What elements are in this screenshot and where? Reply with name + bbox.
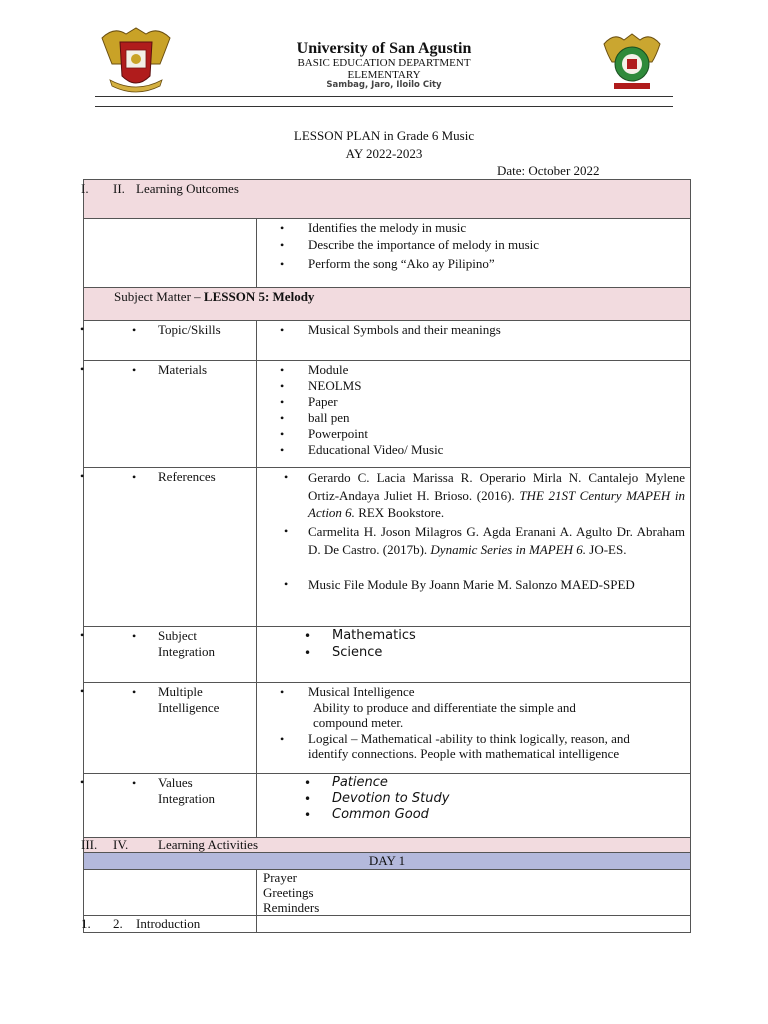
material-item: • Module bbox=[280, 362, 349, 377]
outcome-item: • Identifies the melody in music bbox=[280, 220, 467, 235]
university-name: University of San Agustin bbox=[296, 40, 472, 57]
values-integration-label-line2: Integration bbox=[158, 791, 216, 806]
materials-row bbox=[80, 361, 691, 468]
multiple-intelligence-label-line2: Intelligence bbox=[158, 700, 220, 715]
academic-year: AY 2022-2023 bbox=[345, 146, 423, 161]
intro-subnumber: 2. bbox=[113, 916, 123, 931]
learning-activities-header-row bbox=[83, 838, 691, 853]
preliminaries-row bbox=[83, 870, 691, 916]
lesson-date: Date: October 2022 bbox=[497, 163, 600, 178]
learning-outcomes-heading: Learning Outcomes bbox=[136, 181, 239, 196]
intelligence-item: • Logical – Mathematical -ability to think logically, reason, and bbox=[280, 731, 630, 746]
level-name: ELEMENTARY bbox=[347, 69, 421, 81]
topic-skills-row bbox=[80, 321, 691, 361]
reference-item-3: Music File Module By Joann Marie M. Salonzo MAED-SPED bbox=[308, 577, 635, 592]
learning-outcomes-row bbox=[83, 219, 691, 288]
header-rule-bottom bbox=[95, 106, 673, 107]
day-1-heading: DAY 1 bbox=[368, 853, 406, 868]
integration-item: • Science bbox=[304, 645, 383, 660]
address: Sambag, Jaro, Iloilo City bbox=[326, 80, 442, 90]
value-item: • Patience bbox=[304, 775, 388, 790]
row-bullet: • bbox=[80, 628, 85, 642]
references-row bbox=[80, 468, 691, 627]
value-item: • Devotion to Study bbox=[304, 791, 450, 806]
reference-bullet: • bbox=[284, 470, 289, 484]
row-bullet: • bbox=[80, 469, 85, 483]
reference-item-2: Carmelita H. Joson Milagros G. Agda Eranani A. Agulto Dr. Abraham D. De Castro. (2017b). Dynamic Series in MAPEH 6. JO-ES. bbox=[308, 524, 685, 557]
preliminary-item: Prayer bbox=[263, 870, 297, 885]
material-item: • Powerpoint bbox=[280, 426, 368, 441]
lesson-title: LESSON 5: Melody bbox=[203, 289, 315, 304]
integration-item: • Mathematics bbox=[304, 628, 416, 643]
material-item: • ball pen bbox=[280, 410, 350, 425]
value-item: • Common Good bbox=[304, 807, 429, 822]
lesson-plan-title: LESSON PLAN in Grade 6 Music bbox=[293, 128, 475, 143]
section-subnumber-2: II. bbox=[113, 181, 125, 196]
material-item: • Paper bbox=[280, 394, 338, 409]
learning-outcomes-header-row bbox=[83, 179, 691, 219]
materials-label: • Materials bbox=[132, 362, 208, 377]
multiple-intelligence-label: • Multiple bbox=[132, 684, 203, 699]
outcome-item: • Describe the importance of melody in music bbox=[280, 237, 540, 252]
section-number-3: III. bbox=[81, 837, 98, 852]
subject-integration-label-line2: Integration bbox=[158, 644, 216, 659]
values-integration-label: • Values bbox=[132, 775, 193, 790]
topic-skills-label: • Topic/Skills bbox=[132, 322, 221, 337]
values-integration-row bbox=[80, 774, 691, 838]
multiple-intelligence-row bbox=[80, 683, 691, 774]
topic-item: • Musical Symbols and their meanings bbox=[280, 322, 501, 337]
material-item: • Educational Video/ Music bbox=[280, 442, 444, 457]
section-subnumber-4: IV. bbox=[113, 837, 129, 852]
reference-bullet: • bbox=[284, 524, 289, 538]
row-bullet: • bbox=[80, 362, 85, 376]
material-item: • NEOLMS bbox=[280, 378, 362, 393]
section-number-1: I. bbox=[81, 181, 89, 196]
intelligence-desc: Ability to produce and differentiate the simple and bbox=[313, 700, 576, 715]
row-bullet: • bbox=[80, 775, 85, 789]
references-label: • References bbox=[132, 469, 216, 484]
day-1-row bbox=[83, 853, 691, 870]
header-rule-top bbox=[95, 96, 673, 97]
subject-integration-row bbox=[80, 627, 691, 683]
learning-activities-heading: Learning Activities bbox=[158, 837, 259, 852]
intro-number: 1. bbox=[81, 916, 91, 931]
subject-matter-heading: Subject Matter – LESSON 5: Melody bbox=[114, 289, 315, 304]
introduction-row bbox=[83, 916, 691, 933]
intelligence-desc: identify connections. People with mathematical intelligence bbox=[308, 746, 620, 761]
preliminary-item: Reminders bbox=[263, 900, 320, 915]
row-bullet: • bbox=[80, 322, 85, 336]
outcome-item: • Perform the song “Ako ay Pilipino” bbox=[280, 256, 495, 271]
reference-bullet: • bbox=[284, 577, 289, 591]
intelligence-item: • Musical Intelligence bbox=[280, 684, 415, 699]
intelligence-desc: compound meter. bbox=[313, 715, 404, 730]
reference-item-1: Gerardo C. Lacia Marissa R. Operario Mirla N. Cantalejo Mylene Ortiz-Andaya Juliet H. Brioso. (2016). THE 21ST Century MAPEH in Action 6. REX Bookstore. bbox=[308, 470, 685, 520]
subject-integration-label: • Subject bbox=[132, 628, 197, 643]
preliminary-item: Greetings bbox=[263, 885, 314, 900]
department-name: BASIC EDUCATION DEPARTMENT bbox=[297, 57, 471, 69]
row-bullet: • bbox=[80, 684, 85, 698]
subject-matter-row bbox=[83, 288, 691, 321]
introduction-heading: Introduction bbox=[136, 916, 201, 931]
